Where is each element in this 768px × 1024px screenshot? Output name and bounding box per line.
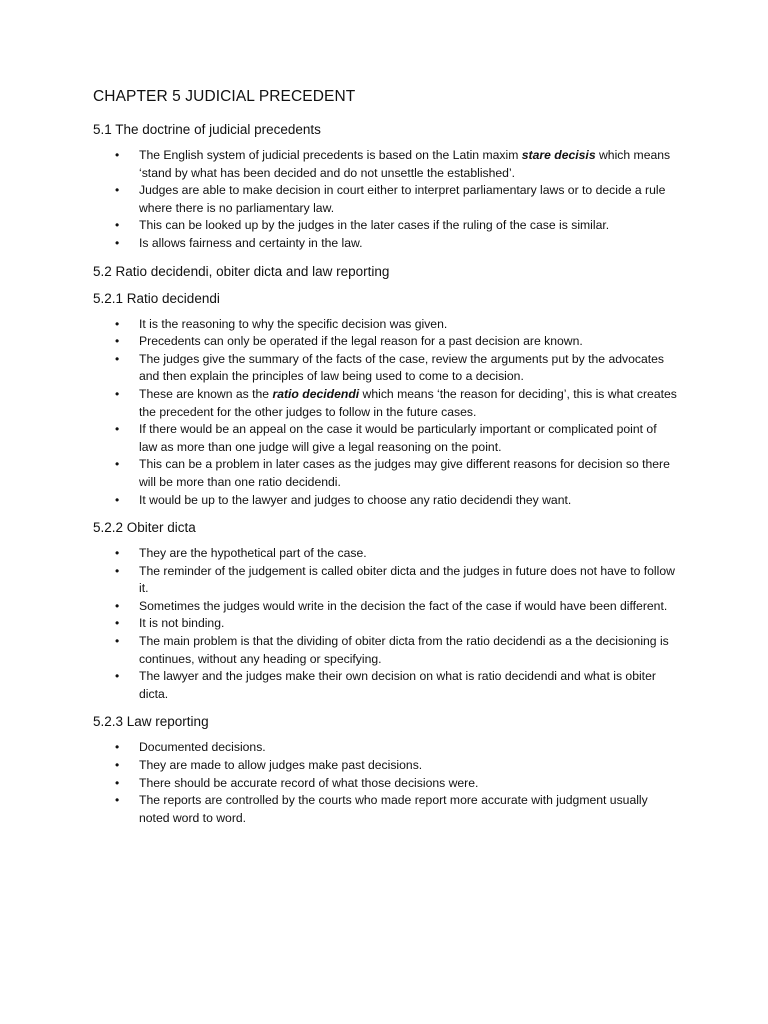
bullet-item: [93, 615, 678, 633]
bullet-text: The judges give the summary of the facts of the case, review the arguments put by the advocates and then explain the principles of law being used to come to a decision.: [139, 351, 665, 384]
bullet-text: They are made to allow judges make past decisions.: [139, 758, 423, 773]
section: [93, 291, 678, 510]
bullet-item: [93, 333, 678, 351]
bullet-item: [93, 421, 678, 456]
bullet-text: They are the hypothetical part of the case.: [139, 546, 367, 561]
bullet-text: It is not binding.: [139, 616, 225, 631]
section-heading: 5.2.2 Obiter dicta: [93, 520, 196, 536]
bullet-text: This can be looked up by the judges in the later cases if the ruling of the case is similar.: [139, 218, 610, 233]
emphasized-term: ratio decidendi: [272, 386, 360, 401]
bullet-text: These are known as the: [139, 386, 273, 401]
bullet-item: [93, 739, 678, 757]
bullet-list: [93, 545, 678, 703]
bullet-item: [93, 757, 678, 775]
bullet-text: The English system of judicial precedents is based on the Latin maxim: [139, 148, 522, 162]
bullet-text: Sometimes the judges would write in the decision the fact of the case if would have been different.: [139, 598, 668, 613]
section-heading: 5.2 Ratio decidendi, obiter dicta and law reporting: [93, 263, 390, 279]
bullet-text: Judges are able to make decision in court either to interpret parliamentary laws or to decide a rule where there is no parliamentary law.: [139, 183, 666, 215]
section-heading: 5.2.1 Ratio decidendi: [93, 290, 220, 306]
bullet-item: [93, 217, 678, 235]
bullet-item: [93, 545, 678, 563]
bullet-text: which means ‘stand by what has been decided and do not unsettle the established’.: [139, 148, 671, 180]
bullet-item: [93, 792, 678, 827]
bullet-text: The reports are controlled by the courts who made report more accurate with judgment usually noted word to word.: [139, 793, 648, 825]
bullet-text: There should be accurate record of what those decisions were.: [139, 775, 479, 790]
bullet-item: [93, 668, 678, 703]
bullet-text: The lawyer and the judges make their own decision on what is ratio decidendi and what is obiter dicta.: [139, 669, 656, 701]
bullet-item: [93, 598, 678, 616]
bullet-item: [93, 182, 678, 217]
bullet-text: It is the reasoning to why the specific decision was given.: [139, 316, 448, 331]
bullet-item: [93, 147, 678, 182]
bullet-text: The main problem is that the dividing of obiter dicta from the ratio decidendi as a the decisioning is continues, without any heading or specifying.: [139, 634, 669, 666]
section: [93, 264, 678, 279]
bullet-text: Precedents can only be operated if the legal reason for a past decision are known.: [139, 334, 583, 349]
bullet-item: [93, 775, 678, 793]
chapter-title: CHAPTER 5 JUDICIAL PRECEDENT: [93, 88, 356, 105]
bullet-text: Documented decisions.: [139, 740, 266, 755]
bullet-item: [93, 316, 678, 334]
bullet-text: The reminder of the judgement is called obiter dicta and the judges in future does not have to follow it.: [139, 563, 675, 596]
bullet-item: [93, 456, 678, 491]
bullet-list: [93, 147, 678, 253]
bullet-text: Is allows fairness and certainty in the law.: [139, 235, 363, 250]
section: [93, 520, 678, 703]
bullet-text: If there would be an appeal on the case it would be particularly important or complicated point of law as more than one judge will give a legal reasoning on the point.: [139, 422, 657, 454]
bullet-list: [93, 316, 678, 510]
bullet-item: [93, 492, 678, 510]
section: [93, 122, 678, 253]
bullet-text: which means ‘the reason for deciding’, this is what creates the precedent for the other judges to follow in the future cases.: [139, 386, 677, 419]
section-heading: 5.1 The doctrine of judicial precedents: [93, 122, 321, 137]
bullet-text: It would be up to the lawyer and judges to choose any ratio decidendi they want.: [139, 492, 572, 507]
emphasized-term: stare decisis: [521, 148, 596, 162]
bullet-item: [93, 235, 678, 253]
section: [93, 714, 678, 827]
section-heading: 5.2.3 Law reporting: [93, 714, 209, 730]
bullet-item: [93, 351, 678, 386]
bullet-item: [93, 563, 678, 598]
bullet-item: [93, 386, 678, 421]
bullet-text: This can be a problem in later cases as the judges may give different reasons for decision so there will be more than one ratio decidendi.: [139, 457, 670, 489]
document-body: [93, 122, 678, 827]
bullet-item: [93, 633, 678, 668]
bullet-list: [93, 739, 678, 827]
